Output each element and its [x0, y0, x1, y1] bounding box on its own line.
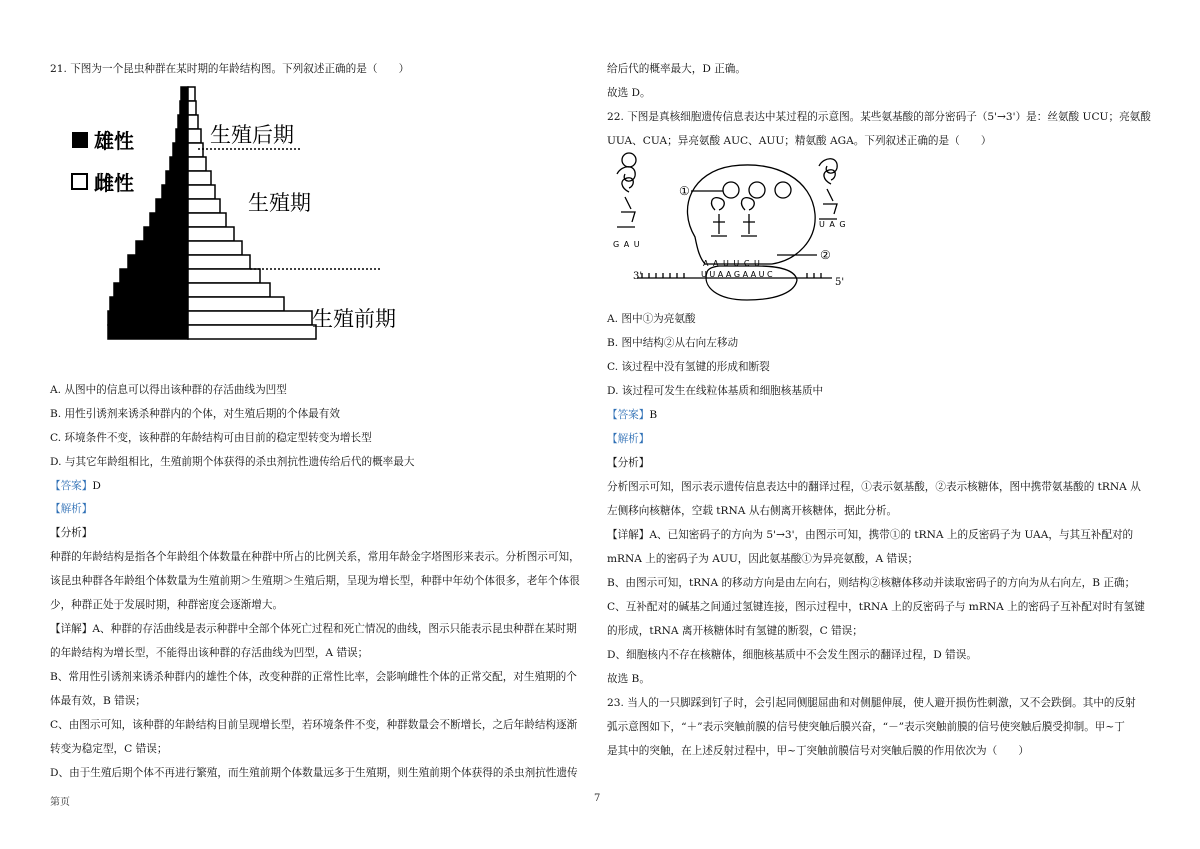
q22-jiexi-tag: 【解析】 — [607, 433, 650, 445]
stage-label-post: 生殖后期 — [210, 123, 294, 147]
q22-detail-line: mRNA 上的密码子为 AUU，因此氨基酸①为异亮氨酸，A 错误； — [607, 553, 919, 565]
amino-acid-1 — [723, 182, 739, 198]
legend-female-label: 雌性 — [94, 171, 134, 195]
q22-option-b: B. 图中结构②从右向左移动 — [607, 337, 739, 349]
anticodon-right: U A G — [819, 220, 847, 229]
footer-page-label: 第页 — [50, 797, 70, 808]
q22-answer — [607, 408, 657, 422]
q23-stem-line: 23. 当人的一只脚踩到钉子时，会引起同侧腿屈曲和对侧腿伸展，使人避开损伤性刺激，又不会跌倒。其中的反射 — [607, 697, 1136, 709]
q22-stem-line: 22. 下图是真核细胞遗传信息表达中某过程的示意图。某些氨基酸的部分密码子（5'→3'）是：丝氨酸 UCU；亮氨酸 — [607, 111, 1151, 123]
answer-value: D — [92, 480, 101, 492]
q21-answer — [50, 479, 101, 493]
stage-label-pre: 生殖前期 — [312, 307, 396, 331]
translation-figure — [607, 152, 857, 307]
continuation-line: 故选 D。 — [607, 87, 651, 99]
q22-detail-line: C、互补配对的碱基之间通过氢键连接，图示过程中，tRNA 上的反密码子与 mRNA 上的密码子互补配对时有氢键 — [607, 601, 1145, 613]
q21-analysis-line: 少，种群正处于发展时期，种群密度会逐渐增大。 — [50, 599, 284, 611]
q22-detail-line: 【详解】A、已知密码子的方向为 5'→3'，由图示可知，携带①的 tRNA 上的反密码子为 UAA，与其互补配对的 — [607, 529, 1134, 541]
q21-detail-line: D、由于生殖后期个体不再进行繁殖，而生殖前期个体数量远多于生殖期，则生殖前期个体获得的杀虫剂抗性遗传 — [50, 767, 578, 779]
q22-detail-line: 的形成，tRNA 离开核糖体时有氢键的断裂，C 错误； — [607, 625, 863, 637]
answer-tag: 【答案】 — [607, 409, 650, 421]
q21-analysis-line: 该昆虫种群各年龄组个体数量为生殖前期＞生殖期＞生殖后期，呈现为增长型，种群中年幼个体很多，老年个体很 — [50, 575, 580, 587]
ribosome-large-subunit — [687, 165, 815, 264]
q21-option-d: D. 与其它年龄组相比，生殖前期个体获得的杀虫剂抗性遗传给后代的概率最大 — [50, 456, 415, 468]
q22-detail-line: B、由图示可知，tRNA 的移动方向是由左向右，则结构②核糖体移动并读取密码子的方向为从右向左，B 正确； — [607, 577, 1136, 589]
q22-stem-line: UUA、CUA；异亮氨酸 AUC、AUU；精氨酸 AGA。下列叙述正确的是（ ） — [607, 135, 992, 147]
mrna-codons: U U A A G A A U C — [701, 270, 773, 279]
q21-fenxi-tag: 【分析】 — [50, 527, 93, 539]
legend-female-swatch — [72, 174, 87, 189]
q21-detail-line: 体最有效，B 错误； — [50, 695, 146, 707]
q21-detail-line: 转变为稳定型，C 错误； — [50, 743, 168, 755]
q22-analysis-line: 分析图示可知，图示表示遗传信息表达中的翻译过程，①表示氨基酸，②表示核糖体，图中携带氨基酸的 tRNA 从 — [607, 481, 1141, 493]
label-2: ② — [820, 248, 831, 262]
footer-page-number: 7 — [594, 793, 601, 804]
q22-detail-line: 故选 B。 — [607, 673, 650, 685]
q21-jiexi-tag: 【解析】 — [50, 503, 93, 515]
q21-option-c: C. 环境条件不变，该种群的年龄结构可由目前的稳定型转变为增长型 — [50, 432, 372, 444]
answer-tag: 【答案】 — [50, 480, 93, 492]
q22-option-d: D. 该过程可发生在线粒体基质和细胞核基质中 — [607, 385, 824, 397]
q21-detail-line: 的年龄结构为增长型，不能得出该种群的存活曲线为凹型，A 错误； — [50, 647, 369, 659]
q21-detail-line: B、常用性引诱剂来诱杀种群内的雄性个体，改变种群的正常性比率，会影响雌性个体的正常交配，对生殖期的个 — [50, 671, 577, 683]
continuation-line: 给后代的概率最大，D 正确。 — [607, 63, 746, 75]
q21-detail-line: C、由图示可知，该种群的年龄结构目前呈现增长型，若环境条件不变，种群数量会不断增长，之后年龄结构逐渐 — [50, 719, 578, 731]
q21-analysis-line: 种群的年龄结构是指各个年龄组个体数量在种群中所占的比例关系，常用年龄金字塔图形来表示。分析图示可知， — [50, 551, 580, 563]
q22-detail-line: D、细胞核内不存在核糖体，细胞核基质中不会发生图示的翻译过程，D 错误。 — [607, 649, 977, 661]
anticodon-middle: A A U U C U — [703, 259, 761, 268]
trna-left — [617, 167, 635, 227]
q21-option-b: B. 用性引诱剂来诱杀种群内的个体，对生殖后期的个体最有效 — [50, 408, 340, 420]
q21-detail-line: 【详解】A、种群的存活曲线是表示种群中全部个体死亡过程和死亡情况的曲线，图示只能表示昆虫种群在某时期 — [50, 623, 577, 635]
age-pyramid-figure — [60, 82, 420, 362]
q21-stem: 21. 下图为一个昆虫种群在某时期的年龄结构图。下列叙述正确的是（ ） — [50, 63, 410, 75]
q22-fenxi-tag: 【分析】 — [607, 457, 650, 469]
legend-male-label: 雄性 — [94, 129, 134, 153]
q23-stem-line: 弧示意图如下，“＋”表示突触前膜的信号使突触后膜兴奋，“－”表示突触前膜的信号使突触后膜受抑制。甲~丁 — [607, 721, 1125, 733]
mrna-5-end: 5' — [835, 277, 845, 288]
mrna-3-end: 3' — [633, 271, 643, 282]
label-1: ① — [679, 184, 690, 198]
q22-option-a: A. 图中①为亮氨酸 — [607, 313, 696, 325]
q22-option-c: C. 该过程中没有氢键的形成和断裂 — [607, 361, 770, 373]
stage-label-repro: 生殖期 — [248, 191, 311, 215]
anticodon-left: G A U — [613, 240, 641, 249]
q21-option-a: A. 从图中的信息可以得出该种群的存活曲线为凹型 — [50, 384, 287, 396]
legend-male-swatch — [72, 132, 88, 148]
trna-right — [819, 159, 837, 219]
q22-analysis-line: 左侧移向核糖体，空载 tRNA 从右侧离开核糖体，据此分析。 — [607, 505, 898, 517]
answer-value: B — [649, 409, 658, 421]
q23-stem-line: 是其中的突触，在上述反射过程中，甲~丁突触前膜信号对突触后膜的作用依次为（ ） — [607, 745, 1030, 757]
